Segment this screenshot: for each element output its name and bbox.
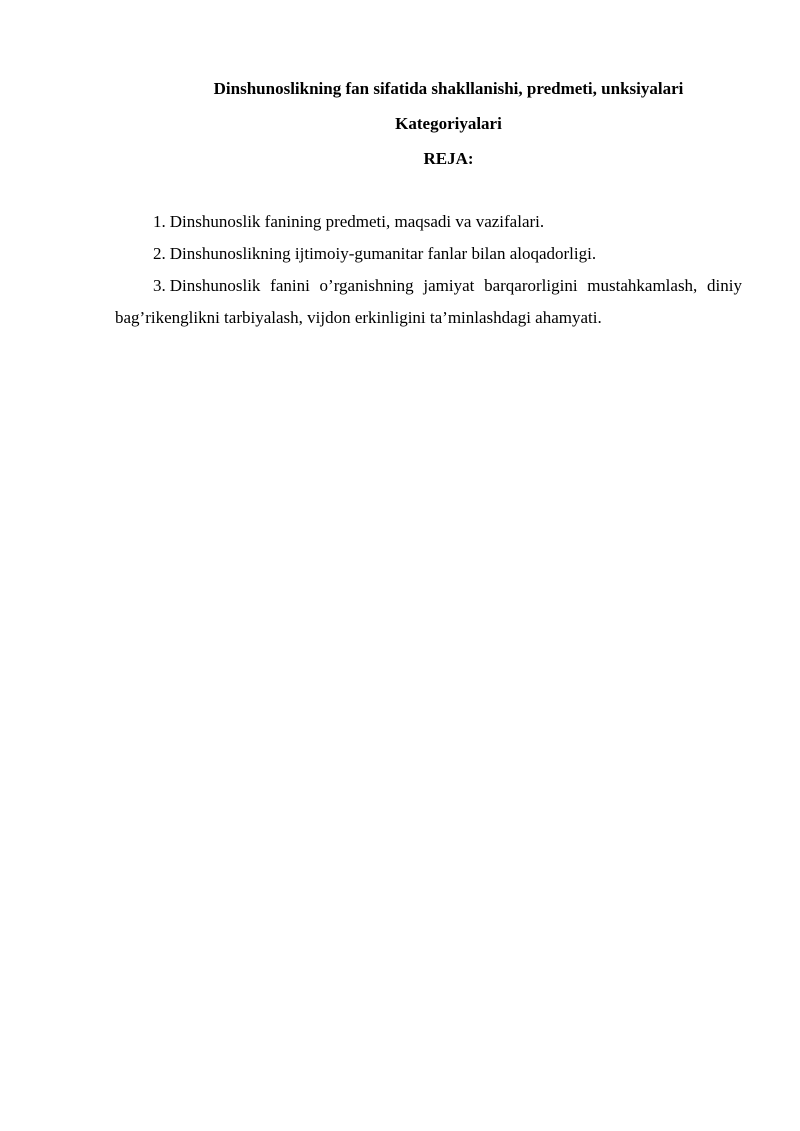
plan-list <box>115 206 742 334</box>
plan-item-text: Dinshunoslikning ijtimoiy-gumanitar fanlar bilan aloqadorligi. <box>169 244 597 263</box>
plan-item-1 <box>115 206 742 238</box>
plan-item-3 <box>115 270 742 334</box>
plan-item-number: 2. <box>153 244 166 263</box>
plan-item-text: Dinshunoslik fanini o’rganishning jamiyat barqarorligini mustahkamlash, diniy bag’rikenglikni tarbiyalash, vijdon erkinligini ta’minlashdagi ahamyati. <box>115 276 742 327</box>
document-body <box>115 74 742 334</box>
document-subtitle: Kategoriyalari <box>395 114 502 133</box>
plan-item-text: Dinshunoslik fanining predmeti, maqsadi va vazifalari. <box>169 212 545 231</box>
plan-item-number: 1. <box>153 212 166 231</box>
plan-item-2 <box>115 238 742 270</box>
plan-item-number: 3. <box>153 276 166 295</box>
plan-heading: REJA: <box>423 149 474 168</box>
document-title: Dinshunoslikning fan sifatida shakllanishi, predmeti, unksiyalari <box>213 79 684 98</box>
